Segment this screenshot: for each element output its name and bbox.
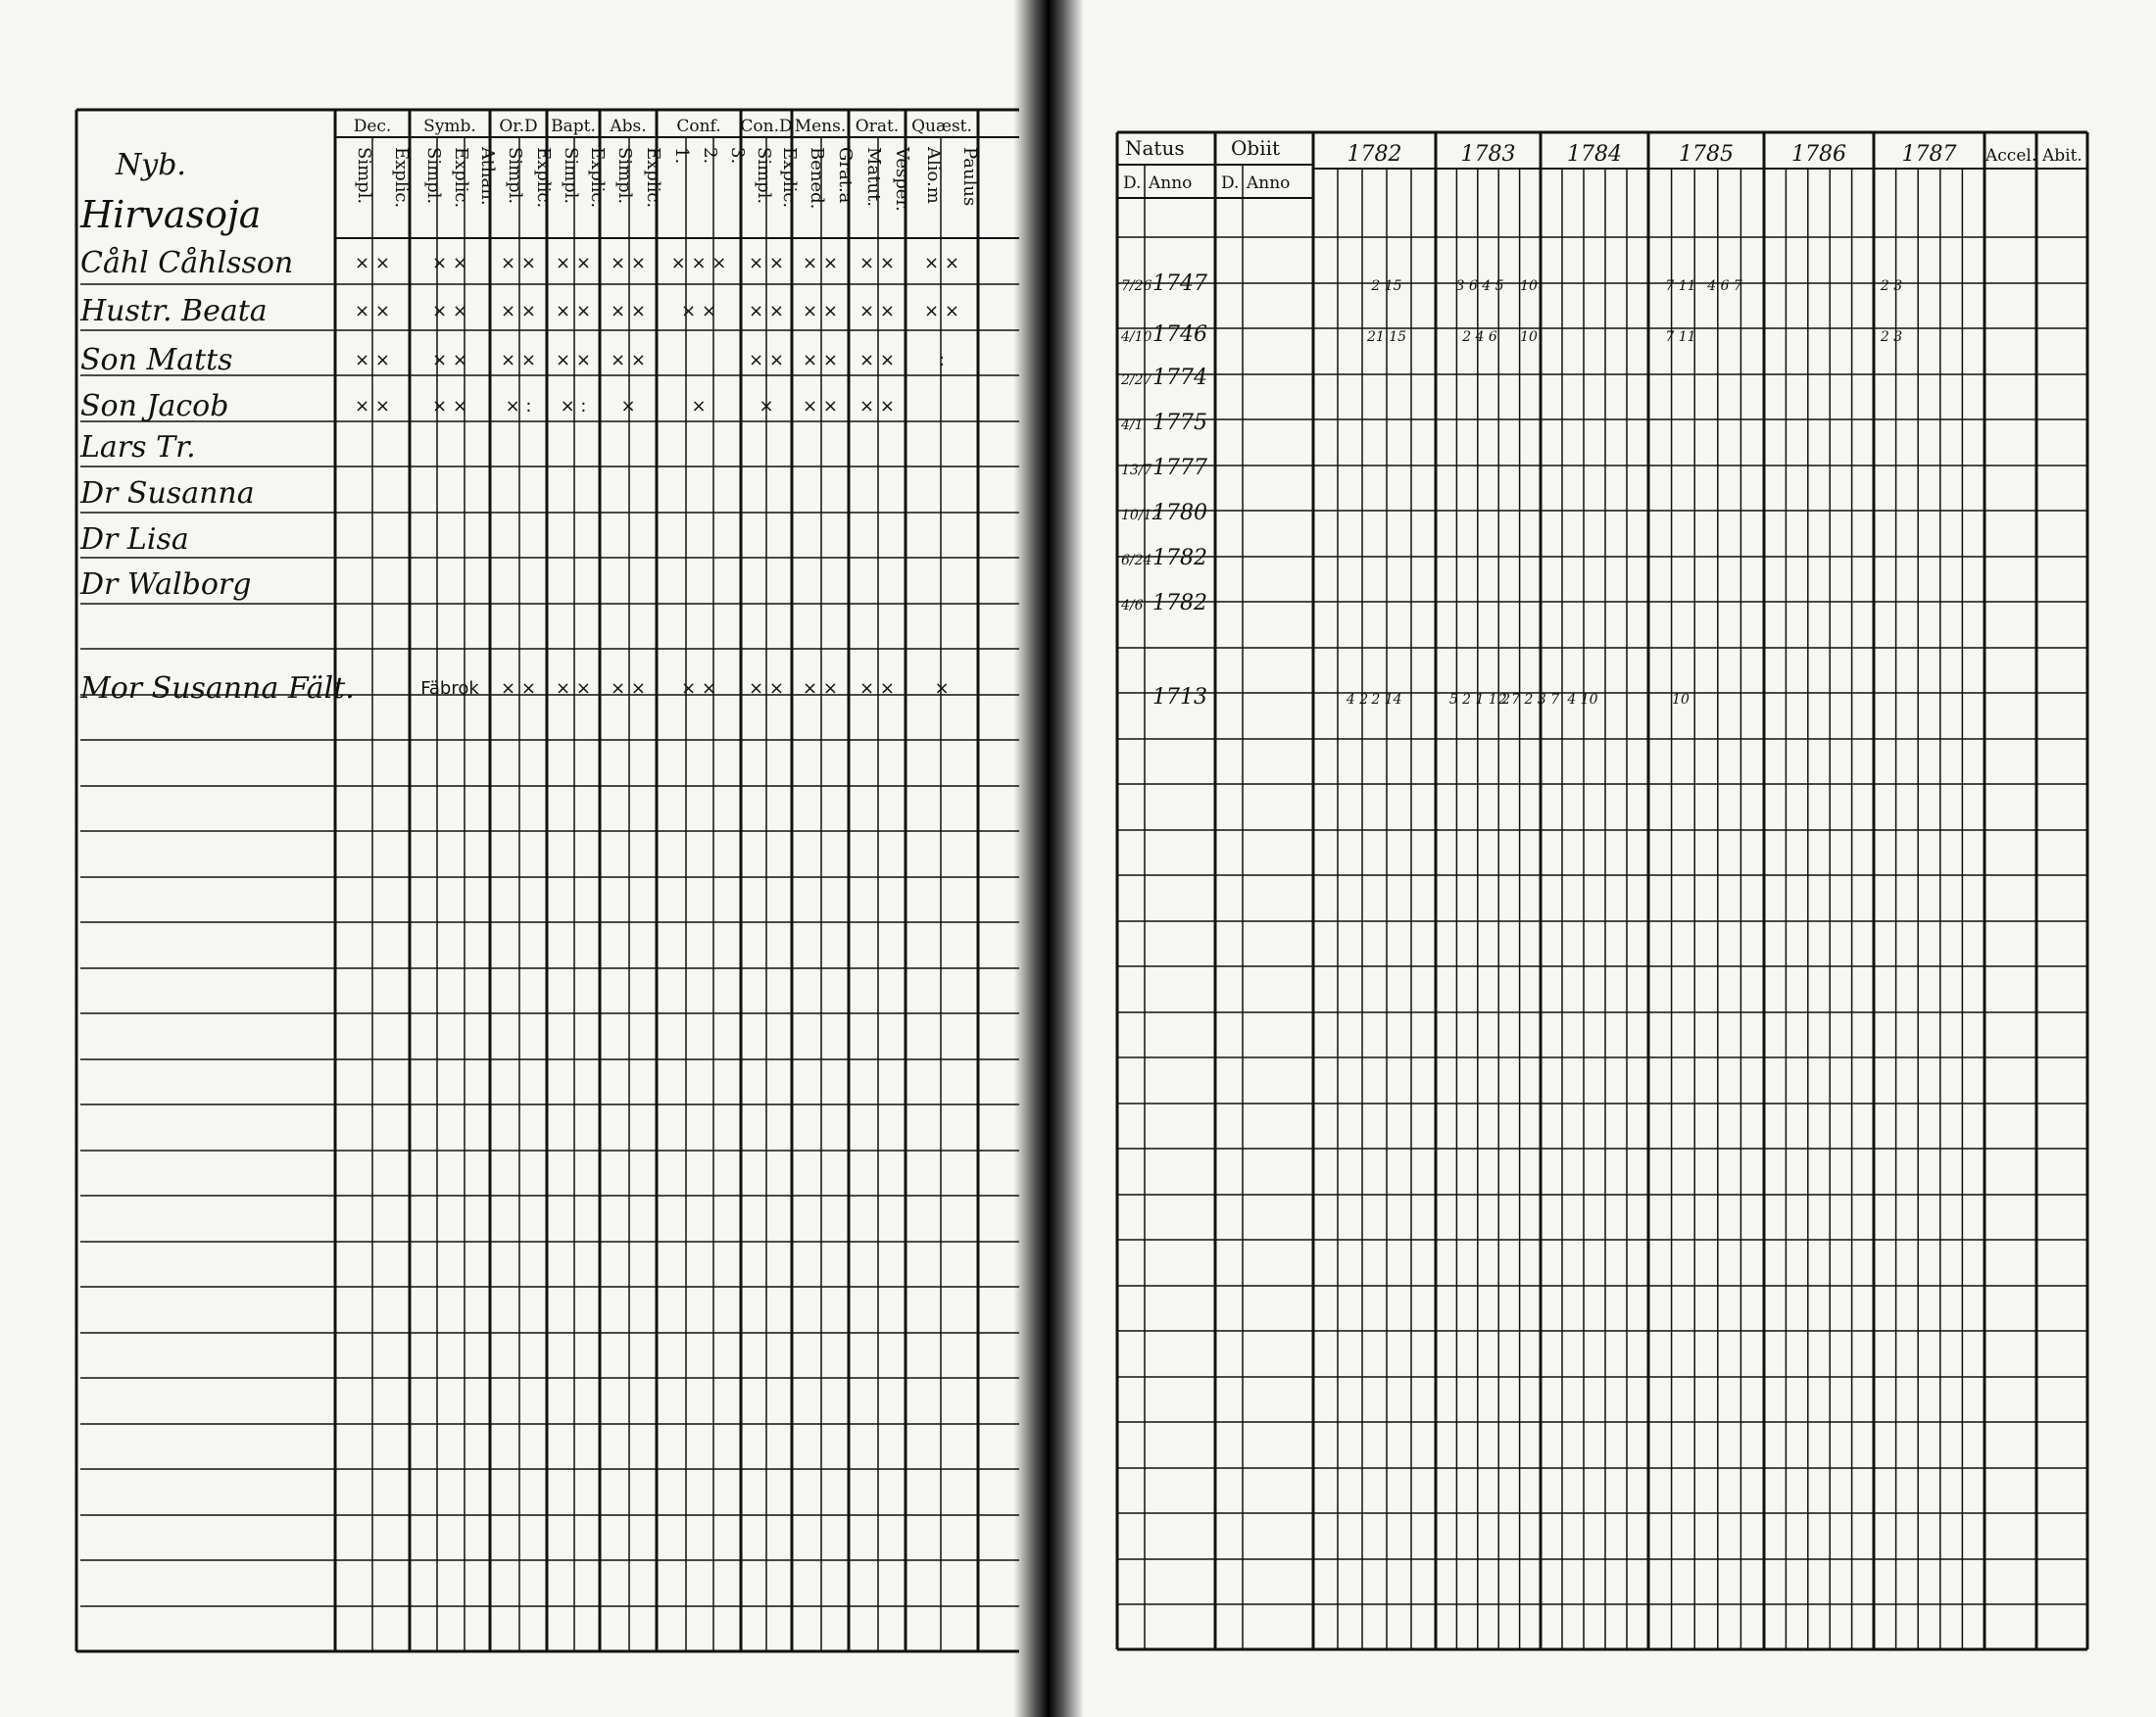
year-mark: 10 — [1520, 329, 1538, 345]
header-obiit-d: D. — [1221, 173, 1240, 193]
catechism-mark: × × — [859, 396, 895, 417]
catechism-mark: × × — [859, 678, 895, 699]
person-name: Dr Lisa — [80, 522, 189, 557]
catechism-mark: × × — [859, 350, 895, 370]
birth-year: 1746 — [1152, 322, 1207, 347]
catechism-mark: × × — [355, 301, 390, 321]
village-name: Hirvasoja — [80, 193, 262, 236]
birth-day: 10/12 — [1121, 508, 1161, 523]
year-mark: 2 7 2 3 7 — [1497, 692, 1560, 708]
year-mark: 5 2 1 1 2 — [1448, 692, 1511, 708]
left-sub-header: Simpl. — [423, 147, 444, 205]
person-name: Lars Tr. — [80, 430, 196, 465]
left-group-header: Or.D — [499, 117, 538, 136]
catechism-mark: × × — [859, 301, 895, 321]
left-sub-header: Simpl. — [754, 147, 774, 205]
birth-year: 1782 — [1152, 591, 1207, 615]
left-sub-header: 3. — [727, 147, 748, 165]
year-mark: 2 3 — [1880, 329, 1903, 345]
birth-year: 1780 — [1152, 501, 1207, 525]
left-sub-header: Grat.a — [835, 147, 856, 204]
birth-year: 1774 — [1152, 366, 1207, 390]
catechism-mark: × × — [681, 678, 716, 699]
year-mark: 7 11 — [1665, 278, 1696, 294]
catechism-mark: × × — [355, 396, 390, 417]
left-sub-header: 1. — [671, 147, 692, 165]
left-sub-header: 2. — [700, 147, 720, 165]
birth-day: 13/7 — [1121, 463, 1152, 478]
birth-year: 1713 — [1152, 685, 1207, 710]
year-header: 1787 — [1901, 142, 1957, 167]
birth-day: 6/24 — [1121, 553, 1152, 568]
birth-year: 1777 — [1152, 456, 1207, 480]
header-natus: Natus — [1125, 136, 1185, 160]
header-obiit: Obiit — [1231, 136, 1281, 160]
left-group-header: Conf. — [676, 117, 721, 136]
left-group-header: Abs. — [610, 117, 647, 136]
catechism-mark: × × — [501, 301, 536, 321]
catechism-mark: × × — [501, 350, 536, 370]
left-group-header: Symb. — [423, 117, 476, 136]
left-group-header: Bapt. — [551, 117, 596, 136]
catechism-mark: × × — [501, 253, 536, 273]
catechism-mark: × × — [803, 396, 838, 417]
right-year-marks — [1346, 278, 1902, 708]
catechism-mark: × — [691, 396, 707, 417]
birth-day: 7/26 — [1121, 278, 1152, 294]
catechism-mark: × × — [432, 301, 467, 321]
catechism-mark: × × — [803, 678, 838, 699]
catechism-mark: × — [934, 678, 950, 699]
catechism-mark: × × — [432, 350, 467, 370]
catechism-mark: × — [759, 396, 774, 417]
year-mark: 4 6 7 — [1707, 278, 1742, 294]
catechism-mark: × × — [681, 301, 716, 321]
left-sub-header: Explic. — [587, 147, 608, 209]
birth-day: 4/10 — [1121, 329, 1152, 345]
left-sub-header: Explic. — [391, 147, 412, 209]
catechism-mark: × × — [611, 301, 646, 321]
catechism-mark: × — [620, 396, 636, 417]
header-natus-anno: Anno — [1149, 173, 1193, 193]
right-year-headers — [1348, 142, 1957, 167]
left-group-header: Orat. — [855, 117, 900, 136]
left-group-header: Mens. — [794, 117, 847, 136]
birth-year: 1782 — [1152, 546, 1207, 570]
person-name: Son Jacob — [80, 389, 229, 423]
catechism-mark: × × — [432, 396, 467, 417]
catechism-mark: × × — [924, 253, 959, 273]
left-sub-header: Explic. — [643, 147, 663, 209]
year-mark: 4 10 — [1567, 692, 1598, 708]
catechism-mark: × × — [501, 678, 536, 699]
catechism-mark: × × — [803, 350, 838, 370]
catechism-mark: × × × — [670, 253, 727, 273]
catechism-mark: × × — [611, 678, 646, 699]
year-mark: 3 6 4 5 — [1455, 278, 1504, 294]
catechism-mark: × × — [924, 301, 959, 321]
catechism-mark: × : — [560, 396, 587, 417]
header-obiit-anno: Anno — [1247, 173, 1291, 193]
catechism-mark: Fäbrok — [420, 678, 479, 699]
catechism-mark: × × — [749, 350, 784, 370]
year-header: 1783 — [1460, 142, 1516, 167]
year-header: 1782 — [1347, 142, 1402, 167]
catechism-mark: × × — [803, 253, 838, 273]
left-sub-header: Simpl. — [561, 147, 581, 205]
catechism-mark: × × — [355, 350, 390, 370]
catechism-mark: × × — [556, 253, 591, 273]
header-natus-d: D. — [1123, 173, 1142, 193]
year-header: 1785 — [1679, 142, 1734, 167]
left-sub-header: Matut. — [863, 147, 884, 207]
left-sub-header: Vesper. — [892, 147, 912, 212]
catechism-mark: × × — [749, 253, 784, 273]
left-group-header: Dec. — [353, 117, 392, 136]
birth-day: 4/1 — [1121, 417, 1144, 433]
catechism-mark: × × — [859, 253, 895, 273]
person-name: Son Matts — [80, 343, 233, 377]
right-birth-entries — [1120, 271, 1207, 710]
year-mark: 2 14 — [1371, 692, 1402, 708]
header-accessit: Accel. — [1985, 146, 2037, 166]
left-sub-header: Athan. — [477, 147, 498, 206]
person-name: Hustr. Beata — [80, 294, 268, 328]
person-name: Cåhl Cåhlsson — [80, 246, 294, 280]
left-sub-header: Explic. — [451, 147, 471, 209]
left-sub-header: Simpl. — [614, 147, 635, 205]
left-sub-header: Simpl. — [505, 147, 525, 205]
person-name: Mor Susanna Fält. — [80, 671, 355, 706]
year-mark: 10 — [1520, 278, 1538, 294]
left-group-header: Quæst. — [911, 117, 972, 136]
year-mark: 21 15 — [1366, 329, 1407, 345]
birth-year: 1775 — [1152, 411, 1207, 435]
catechism-mark: × × — [611, 350, 646, 370]
catechism-mark: × × — [749, 678, 784, 699]
left-sub-header: Explic. — [533, 147, 554, 209]
left-sub-header: Bened. — [807, 147, 827, 210]
catechism-mark: × × — [556, 678, 591, 699]
catechism-mark: × × — [611, 253, 646, 273]
catechism-mark: × × — [355, 253, 390, 273]
left-sub-header: Paulus — [959, 147, 980, 207]
year-mark: 2 3 — [1880, 278, 1903, 294]
person-name: Dr Walborg — [80, 567, 252, 602]
left-sub-header: Explic. — [779, 147, 800, 209]
catechism-mark: : — [938, 350, 946, 370]
catechism-mark: × × — [432, 253, 467, 273]
year-mark: 10 — [1672, 692, 1690, 708]
birth-day: 4/6 — [1121, 598, 1144, 613]
village-note: Nyb. — [116, 148, 186, 182]
left-sub-header: Alio.m — [923, 147, 944, 204]
birth-year: 1747 — [1152, 271, 1207, 296]
left-group-header: Con.D — [740, 117, 793, 136]
birth-day: 2/27 — [1121, 372, 1152, 388]
catechism-mark: × : — [505, 396, 532, 417]
person-name: Dr Susanna — [80, 476, 255, 511]
year-header: 1786 — [1791, 142, 1846, 167]
left-sub-header: Simpl. — [354, 147, 374, 205]
year-mark: 2 4 6 — [1462, 329, 1497, 345]
header-abiit: Abit. — [2042, 146, 2082, 166]
catechism-mark: × × — [556, 350, 591, 370]
year-mark: 7 11 — [1665, 329, 1696, 345]
year-mark: 4 2 — [1346, 692, 1369, 708]
catechism-mark: × × — [803, 301, 838, 321]
year-mark: 2 15 — [1371, 278, 1402, 294]
catechism-mark: × × — [749, 301, 784, 321]
catechism-mark: × × — [556, 301, 591, 321]
right-grid-lines — [1117, 132, 2087, 1649]
year-header: 1784 — [1567, 142, 1622, 167]
